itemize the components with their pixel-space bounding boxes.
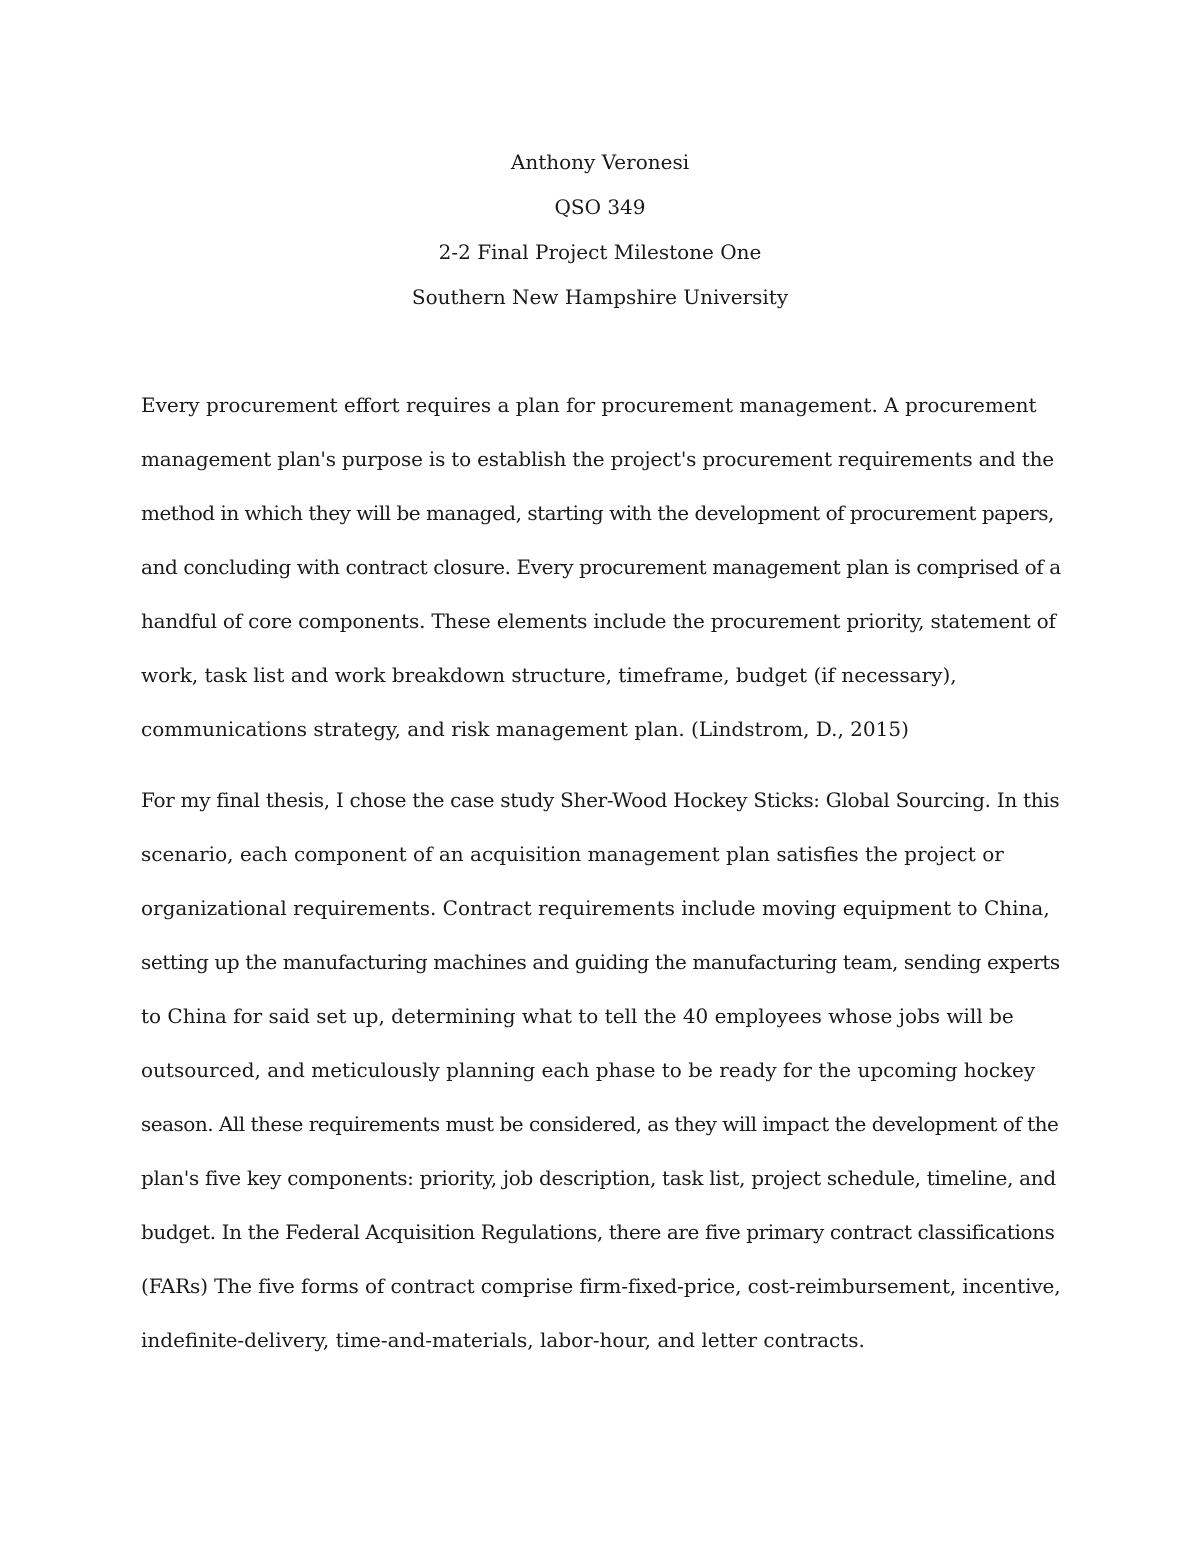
paragraph-line: scenario, each component of an acquisition management plan satisfies the project or [141, 842, 1004, 866]
institution-name: Southern New Hampshire University [411, 285, 789, 309]
paragraph-line: handful of core components. These elements include the procurement priority, statement of [141, 609, 1056, 633]
paragraph-line: outsourced, and meticulously planning each phase to be ready for the upcoming hockey [141, 1058, 1036, 1082]
paragraph-line: season. All these requirements must be considered, as they will impact the development of the [141, 1112, 1059, 1136]
title-block [0, 140, 1200, 320]
author-name: Anthony Veronesi [510, 150, 690, 174]
paragraph-line: management plan's purpose is to establish the project's procurement requirements and the [141, 447, 1054, 471]
paragraph-line: work, task list and work breakdown structure, timeframe, budget (if necessary), [141, 663, 957, 687]
paragraph-line: Every procurement effort requires a plan for procurement management. A procurement [141, 393, 1037, 417]
paragraph-line: and concluding with contract closure. Every procurement management plan is comprised of a [141, 555, 1061, 579]
paragraph-line: organizational requirements. Contract requirements include moving equipment to China, [141, 896, 1050, 920]
paragraph-line: method in which they will be managed, starting with the development of procurement papers, [141, 501, 1054, 525]
paragraph-line: to China for said set up, determining what to tell the 40 employees whose jobs will be [141, 1004, 1014, 1028]
paragraph-procurement-plan [141, 378, 1061, 756]
paragraph-line: budget. In the Federal Acquisition Regulations, there are five primary contract classifications [141, 1220, 1055, 1244]
paragraph-line: For my final thesis, I chose the case study Sher-Wood Hockey Sticks: Global Sourcing. In this [141, 788, 1060, 812]
paragraph-case-study [141, 773, 1061, 1367]
assignment-title: 2-2 Final Project Milestone One [438, 240, 762, 264]
course-code: QSO 349 [554, 195, 646, 219]
paragraph-line: (FARs) The five forms of contract comprise firm-fixed-price, cost-reimbursement, incentive, [141, 1274, 1061, 1298]
paragraph-line: setting up the manufacturing machines and guiding the manufacturing team, sending experts [141, 950, 1060, 974]
paragraph-line: plan's five key components: priority, job description, task list, project schedule, timeline, and [141, 1166, 1056, 1190]
paragraph-line: communications strategy, and risk management plan. (Lindstrom, D., 2015) [141, 717, 909, 741]
paragraph-line: indefinite-delivery, time-and-materials, labor-hour, and letter contracts. [141, 1328, 865, 1352]
